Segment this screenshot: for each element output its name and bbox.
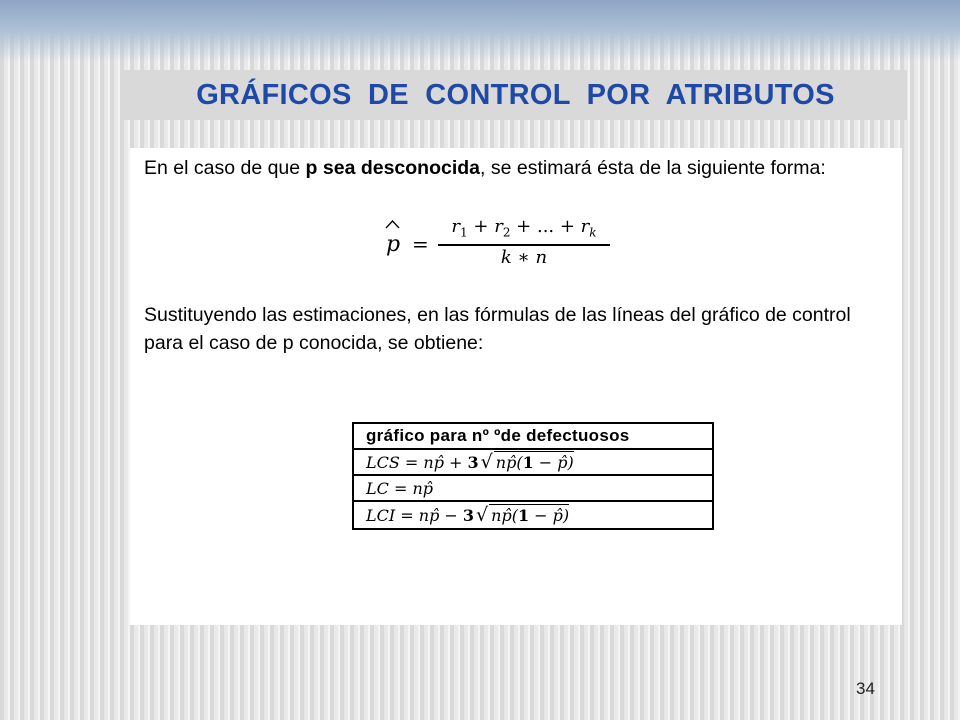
formula-lc-text: LC = np̂ xyxy=(366,478,433,498)
formula-numerator: $r_1 + r_2$ + ... + $r_k$ xyxy=(451,216,597,240)
formula-denominator: k ∗ n xyxy=(500,247,548,268)
formula-lc xyxy=(354,476,712,502)
fraction-bar xyxy=(438,244,610,246)
formula-lcs-text: LCS = np̂ + 3 √ np̂(1 − p̂) xyxy=(366,451,574,473)
paragraph-1-start: En el caso de que xyxy=(144,157,306,179)
content-panel xyxy=(130,148,902,625)
table-header: gráfico para nº ºde defectuosos xyxy=(354,424,712,450)
hat-accent-icon xyxy=(385,219,400,229)
formula-lci-text: LCI = np̂ − 3 √ np̂(1 − p̂) xyxy=(366,504,570,526)
paragraph-unknown-p xyxy=(144,154,884,182)
page-number: 34 xyxy=(856,679,875,698)
formula-lcs xyxy=(354,450,712,476)
formula-lhs: p xyxy=(386,232,401,257)
paragraph-substitution: Sustituyendo las estimaciones, en las fórmulas de las líneas del gráfico de control para el caso de p conocida, se obtiene: xyxy=(144,304,851,354)
formula-lci xyxy=(354,502,712,528)
paragraph-1-end: , se estimará ésta de la siguiente forma: xyxy=(480,157,826,179)
paragraph-1-bold: p sea desconocida xyxy=(305,157,481,179)
control-chart-formula-table xyxy=(352,422,714,530)
title-bar xyxy=(124,70,907,120)
formula-equals: = xyxy=(412,232,429,256)
slide-title: GRÁFICOS DE CONTROL POR ATRIBUTOS xyxy=(196,78,835,111)
formula-p-hat xyxy=(378,214,618,272)
